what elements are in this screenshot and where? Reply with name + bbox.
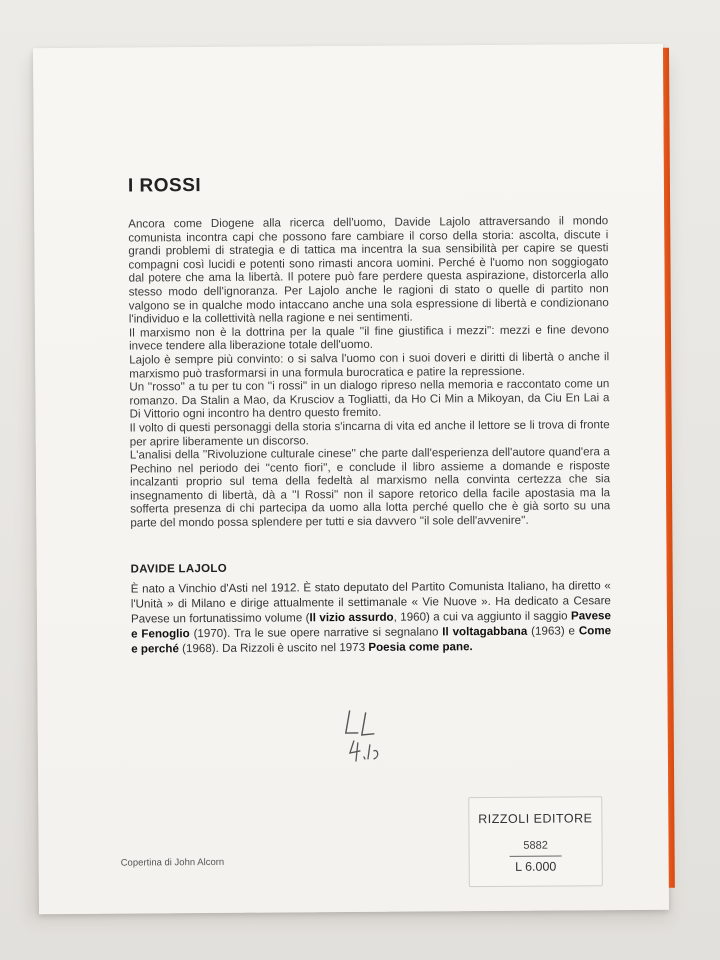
author-bio — [131, 578, 612, 656]
bio-title-bold: Come e perché — [131, 624, 612, 656]
blurb-paragraph: Lajolo è sempre più convinto: o si salva l'uomo con i suoi doveri e diritti di libertà o anche il marxismo può trasformarsi in una formula burocratica e patire la repressione. — [129, 350, 610, 381]
bio-title-bold: Pavese e Fenoglio — [131, 609, 611, 641]
book-back-cover — [33, 44, 669, 914]
author-heading: DAVIDE LAJOLO — [130, 562, 228, 576]
publisher-name: RIZZOLI EDITORE — [478, 811, 593, 827]
divider — [510, 856, 562, 857]
blurb-text — [128, 214, 610, 530]
bio-text: (1963) e — [527, 624, 579, 638]
orange-spine-edge — [663, 48, 675, 888]
bio-text: (1970). Tra le sue opere narrative si segnalano — [189, 625, 443, 641]
blurb-paragraph: Ancora come Diogene alla ricerca dell'uomo, Davide Lajolo attraversando il mondo comunista incontra capi che possono fare cambiare il corso della storia: ascolta, discute i grandi problemi di strategia e di tattica ma incentra la sua sensibilità per capire se questi compagni così lucidi e potenti sono rimasti ancora uomini. Perché è l'uomo non soggiogato dal potere che ama la libertà. Il potere può fare perdere questa aspirazione, distorcerla allo stesso modo dell'ignoranza. Per Lajolo anche le ragioni di stato o quelle di partito non valgono se in qualche modo intaccano anche una sola espressione di libertà e condizionano l'individuo e la collettività nella ragione e nei sentimenti. — [128, 214, 609, 326]
book-title: I ROSSI — [127, 175, 202, 197]
cover-credit: Copertina di John Alcorn — [120, 856, 225, 869]
handwritten-pencil-note — [328, 701, 418, 772]
bio-title-bold: Il voltagabbana — [442, 624, 528, 639]
bio-text: È nato a Vinchio d'Asti nel 1912. È stato deputato del Partito Comunista Italiano, ha diretto « l'Unità » di Milano e dirige attualmente il settimanale « Vie Nuove ». Ha dedicato a Cesare Pavese un fortunatissimo volume ( — [130, 579, 611, 626]
bio-title-bold: Poesia come pane. — [368, 640, 473, 654]
publisher-label — [468, 796, 603, 887]
bio-text: (1968). Da Rizzoli è uscito nel 1973 — [178, 640, 369, 656]
bio-title-bold: Il vizio assurdo — [309, 610, 394, 625]
blurb-paragraph: L'analisi della ''Rivoluzione culturale cinese'' che parte dall'esperienza dell'autore quand'era a Pechino nel periodo dei ''cento fiori'', e conclude il libro assieme a domande e risposte incalzanti proprio sul tema della fedeltà al marxismo nella convinta certezza che sia insegnamento di libertà, dà a ''I Rossi'' non il sapore retorico della facile apostasia ma la sofferta presenza di chi partecipa da uomo alla lotta perché quello che è già sorto su una parte del mondo possa splendere per tutti e sia davvero ''il sole dell'avvenire''. — [129, 445, 611, 530]
bio-text: , 1960) a cui va aggiunto il saggio — [393, 609, 572, 624]
blurb-paragraph: Un ''rosso'' a tu per tu con ''i rossi'' in un dialogo ripreso nella memoria e raccontato come un romanzo. Da Stalin a Mao, da Krusciov a Togliatti, da Ho Ci Min a Mikoyan, da Ciu En Lai a Di Vittorio ogni incontro ha dentro questo fremito. — [129, 377, 610, 421]
blurb-paragraph: Il marxismo non è la dottrina per la quale ''il fine giustifica i mezzi'': mezzi e fine devono invece tendere alla liberazione totale dell'uomo. — [128, 322, 610, 353]
blurb-paragraph: Il volto di questi personaggi della storia s'incarna di vita ed anche il lettore se li trova di fronte per aprire liberamente un discorso. — [129, 418, 610, 449]
price: L 6.000 — [515, 859, 557, 874]
catalog-number: 5882 — [523, 839, 548, 852]
